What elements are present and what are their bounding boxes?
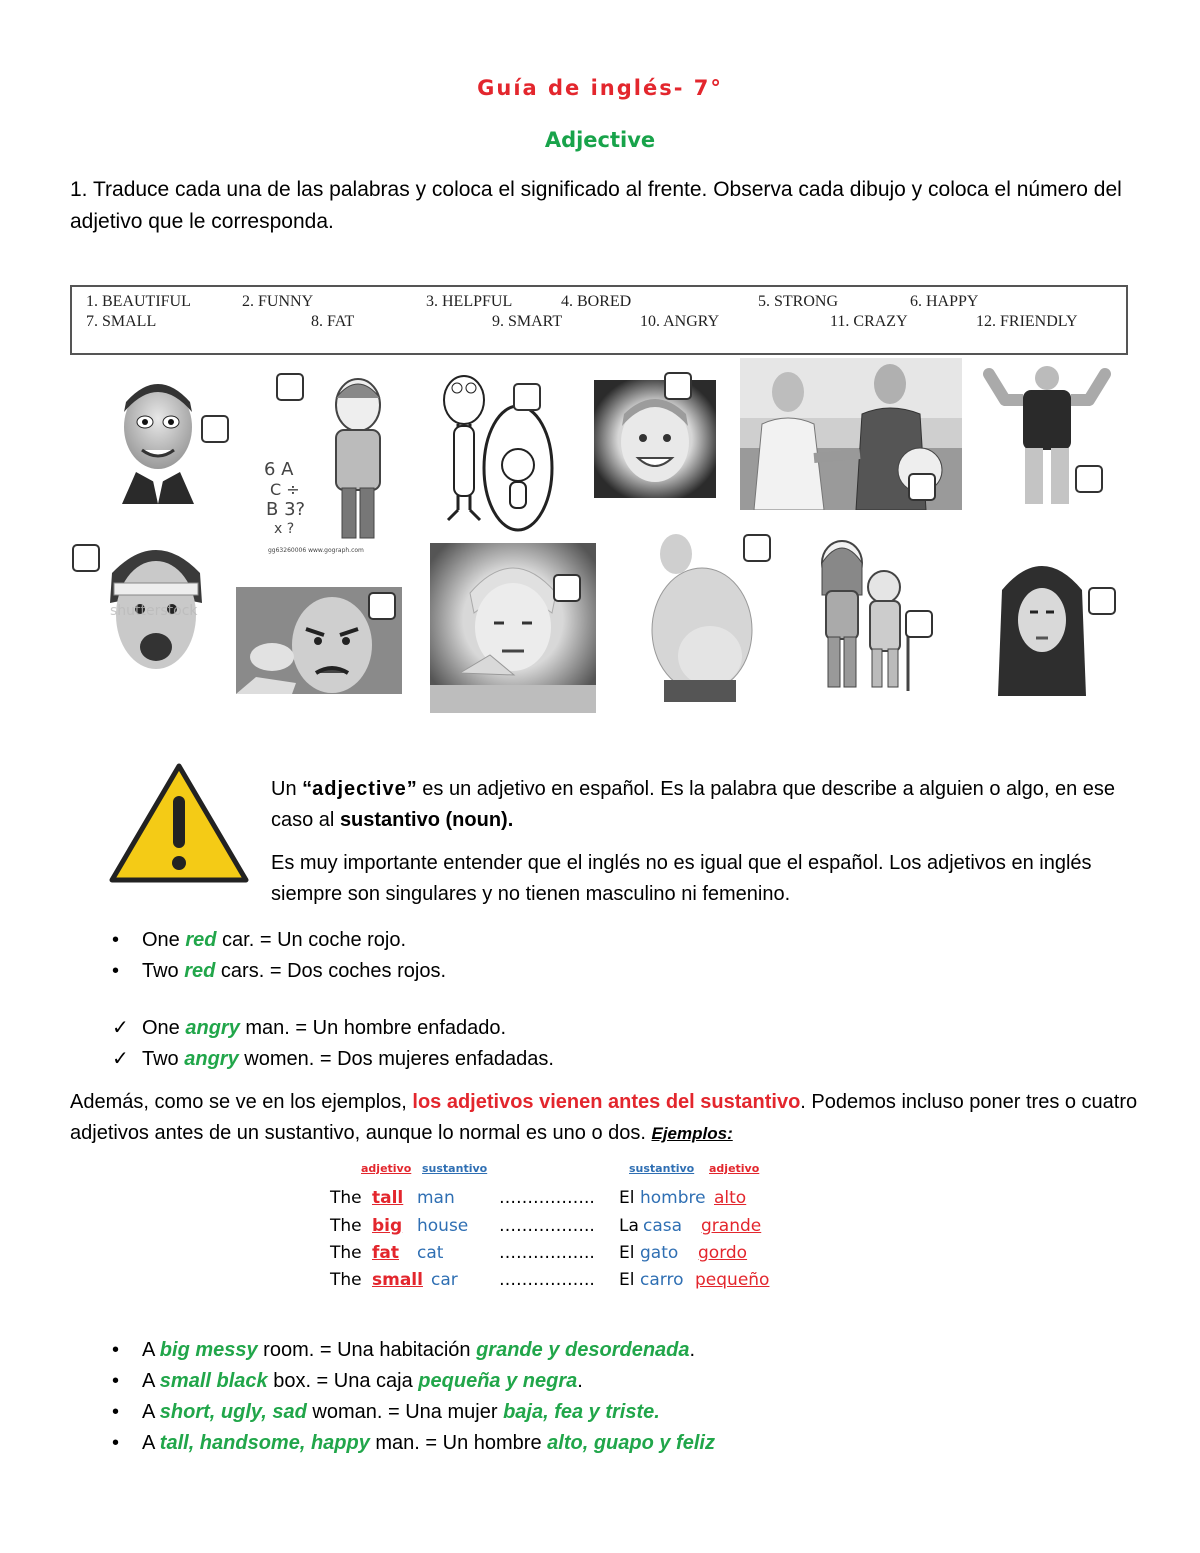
example-article-es: La bbox=[619, 1216, 639, 1236]
check-icon: ✓ bbox=[112, 1048, 129, 1070]
word-bank-item: 1. BEAUTIFUL bbox=[86, 293, 191, 310]
example-adjective-es: alto bbox=[714, 1188, 747, 1208]
check-list-angry bbox=[112, 1013, 554, 1075]
example-article-es: El bbox=[619, 1188, 635, 1208]
example-adjective-es: pequeño bbox=[695, 1270, 770, 1290]
example-adjective-es: grande bbox=[701, 1216, 762, 1236]
example-article: The bbox=[330, 1270, 362, 1290]
funny-man-photo bbox=[112, 372, 200, 504]
small-and-tall-figures-drawing bbox=[432, 370, 562, 535]
example-article: The bbox=[330, 1216, 362, 1236]
example-noun-es: hombre bbox=[640, 1188, 706, 1208]
bullet-list-red bbox=[112, 925, 446, 987]
example-dots: …………….. bbox=[499, 1270, 595, 1290]
answer-box[interactable] bbox=[276, 373, 304, 401]
page-subtitle: Adjective bbox=[544, 128, 656, 152]
example-noun: man bbox=[417, 1188, 455, 1208]
fat-man-photo bbox=[640, 530, 756, 702]
check-icon: ✓ bbox=[112, 1017, 129, 1039]
svg-text:B 3?: B 3? bbox=[266, 499, 306, 520]
example-adjective: fat bbox=[372, 1243, 399, 1263]
definition-paragraph: Un “adjective” es un adjetivo en español. Es la palabra que describe a alguien o algo, en ese caso al sustantivo (noun). bbox=[271, 778, 1116, 831]
example-adjective: tall bbox=[372, 1188, 404, 1208]
answer-box[interactable] bbox=[1088, 587, 1116, 615]
list-item: • One red car. = Un coche rojo. bbox=[112, 929, 407, 951]
example-dots: …………….. bbox=[499, 1216, 595, 1236]
list-item: • A small black box. = Una caja pequeña y negra. bbox=[112, 1370, 583, 1392]
example-article-es: El bbox=[619, 1270, 635, 1290]
header-adjective: adjetivo bbox=[709, 1162, 760, 1175]
word-bank-item: 12. FRIENDLY bbox=[976, 313, 1078, 330]
word-bank-item: 7. SMALL bbox=[86, 313, 157, 330]
instruction-text: 1. Traduce cada una de las palabras y coloca el significado al frente. Observa cada dibujo y coloca el número del adjetivo que le corresponda. bbox=[70, 178, 1122, 233]
list-item: • A short, ugly, sad woman. = Una mujer baja, fea y triste. bbox=[112, 1401, 660, 1423]
word-bank-item: 2. FUNNY bbox=[242, 293, 314, 310]
happy-boy-photo bbox=[594, 380, 716, 498]
example-noun: cat bbox=[417, 1243, 444, 1263]
bored-boy-photo bbox=[430, 543, 596, 713]
answer-box[interactable] bbox=[553, 574, 581, 602]
svg-text:C ÷: C ÷ bbox=[270, 480, 300, 499]
warning-icon bbox=[106, 760, 252, 888]
answer-box[interactable] bbox=[743, 534, 771, 562]
importance-paragraph: Es muy importante entender que el inglés no es igual que el español. Los adjetivos en inglés siempre son singulares y no tienen masculino ni femenino. bbox=[271, 852, 1092, 905]
answer-box[interactable] bbox=[664, 372, 692, 400]
example-article-es: El bbox=[619, 1243, 635, 1263]
word-bank-box bbox=[70, 285, 1128, 355]
svg-text:6 A: 6 A bbox=[264, 459, 294, 480]
example-dots: …………….. bbox=[499, 1188, 595, 1208]
example-noun-es: casa bbox=[643, 1216, 683, 1236]
word-bank-item: 9. SMART bbox=[492, 313, 563, 330]
example-noun-es: gato bbox=[640, 1243, 679, 1263]
word-bank-item: 4. BORED bbox=[561, 293, 632, 310]
example-article: The bbox=[330, 1188, 362, 1208]
example-adjective-es: gordo bbox=[698, 1243, 748, 1263]
header-noun: sustantivo bbox=[422, 1162, 488, 1175]
answer-box[interactable] bbox=[201, 415, 229, 443]
answer-box[interactable] bbox=[513, 383, 541, 411]
list-item: • A tall, handsome, happy man. = Un hombre alto, guapo y feliz bbox=[112, 1432, 715, 1454]
example-adjective: big bbox=[372, 1216, 403, 1236]
svg-text:x ?: x ? bbox=[274, 521, 295, 537]
example-noun-es: carro bbox=[640, 1270, 684, 1290]
page-title: Guía de inglés- 7° bbox=[477, 76, 723, 100]
word-bank-item: 11. CRAZY bbox=[830, 313, 908, 330]
header-adjective: adjetivo bbox=[361, 1162, 412, 1175]
bullet-list-multi-adjectives bbox=[112, 1335, 715, 1459]
list-item: ✓ One angry man. = Un hombre enfadado. bbox=[112, 1013, 554, 1044]
header-noun: sustantivo bbox=[629, 1162, 695, 1175]
answer-box[interactable] bbox=[1075, 465, 1103, 493]
list-item: • Two red cars. = Dos coches rojos. bbox=[112, 960, 447, 982]
examples-table bbox=[0, 1158, 1200, 1298]
beautiful-woman-photo bbox=[998, 550, 1086, 696]
crazy-man-photo bbox=[100, 533, 212, 691]
word-bank-item: 10. ANGRY bbox=[640, 313, 720, 330]
word-bank-item: 3. HELPFUL bbox=[426, 293, 513, 310]
example-article: The bbox=[330, 1243, 362, 1263]
rule-paragraph: Además, como se ve en los ejemplos, los adjetivos vienen antes del sustantivo. Podemos incluso poner tres o cuatro adjetivos antes de un sustantivo, aunque lo normal es uno o dos. Ejemplos: bbox=[70, 1091, 1138, 1144]
answer-box[interactable] bbox=[908, 473, 936, 501]
list-item: • A big messy room. = Una habitación grande y desordenada. bbox=[112, 1339, 696, 1361]
answer-box[interactable] bbox=[72, 544, 100, 572]
list-item: ✓ Two angry women. = Dos mujeres enfadadas. bbox=[112, 1044, 554, 1075]
word-bank-item: 8. FAT bbox=[311, 313, 355, 330]
example-dots: …………….. bbox=[499, 1243, 595, 1263]
image-credit-text: gg63260006 www.gograph.com bbox=[268, 547, 364, 554]
answer-box[interactable] bbox=[905, 610, 933, 638]
word-bank-item: 5. STRONG bbox=[758, 293, 839, 310]
example-noun: car bbox=[431, 1270, 458, 1290]
answer-box[interactable] bbox=[368, 592, 396, 620]
example-adjective: small bbox=[372, 1270, 423, 1290]
example-noun: house bbox=[417, 1216, 469, 1236]
word-bank-item: 6. HAPPY bbox=[910, 293, 979, 310]
watermark-text: shutterstock bbox=[110, 603, 198, 619]
